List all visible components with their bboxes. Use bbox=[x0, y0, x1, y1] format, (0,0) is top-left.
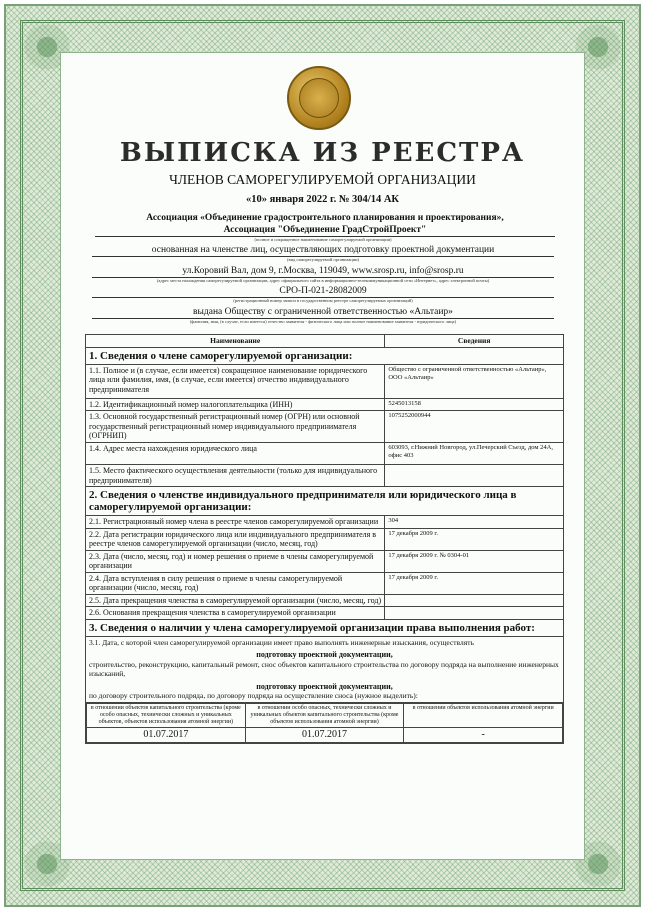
column-header-name: Наименование bbox=[86, 335, 385, 348]
caption: (регистрационный номер записи в государственном реестре саморегулируемых организаций) bbox=[233, 298, 413, 303]
row-label: 1.2. Идентификационный номер налогоплательщика (ИНН) bbox=[86, 398, 385, 411]
registry-number: СРО-П-021-28082009 bbox=[92, 285, 554, 298]
row-value: 17 декабря 2009 г. bbox=[385, 572, 564, 594]
caption: (адрес места нахождения саморегулируемой организации, адрес официального сайта в информационно-телекоммуникационной сети «Интернет», адрес электронной почты) bbox=[156, 278, 490, 283]
work-rights-cell bbox=[86, 702, 564, 743]
work-category-date: - bbox=[404, 727, 563, 742]
section-1-heading: 1. Сведения о члене саморегулируемой организации: bbox=[86, 347, 564, 364]
emblem-center bbox=[299, 78, 339, 118]
row-label: 1.5. Место фактического осуществления деятельности (только для индивидуального предпринимателя) bbox=[86, 465, 385, 487]
section-3-text: по договору строительного подряда, по договору подряда на осуществление сноса (нужное выделить): bbox=[89, 691, 418, 700]
table-row bbox=[86, 398, 564, 411]
row-value: 17 декабря 2009 г. bbox=[385, 528, 564, 550]
row-label: 2.2. Дата регистрации юридического лица или индивидуального предпринимателя в реестре членов саморегулируемой организации (число, месяц, год) bbox=[86, 528, 385, 550]
row-value: Общество с ограниченной ответственностью «Альтаир», ООО «Альтаир» bbox=[385, 364, 564, 398]
table-row bbox=[86, 411, 564, 443]
row-label: 1.3. Основной государственный регистрационный номер (ОГРН) или основной государственный регистрационный номер индивидуального предпринимателя (ОГРНИП) bbox=[86, 411, 385, 443]
row-value: 603093, г.Нижний Новгород, ул.Печерский Съезд, дом 24А, офис 403 bbox=[385, 443, 564, 465]
table-row bbox=[86, 443, 564, 465]
section-3-highlight: подготовку проектной документации, bbox=[256, 681, 393, 691]
issued-to: выдана Обществу с ограниченной ответственностью «Альтаир» bbox=[92, 306, 554, 319]
work-rights-table bbox=[86, 703, 563, 743]
work-category-heading: в отношении особо опасных, технически сложных и уникальных объектов капитального строительства (кроме объектов использования атомной энергии) bbox=[245, 703, 404, 727]
column-header-value: Сведения bbox=[385, 335, 564, 348]
gold-emblem bbox=[287, 66, 351, 130]
row-label: 1.1. Полное и (в случае, если имеется) сокращенное наименование юридического лица или фамилия, имя, (в случае, если имеется) отчество индивидуального предпринимателя bbox=[86, 364, 385, 398]
row-label: 1.4. Адрес места нахождения юридического лица bbox=[86, 443, 385, 465]
organization-name-full: Ассоциация «Объединение градостроительного планирования и проектирования», bbox=[146, 213, 504, 223]
row-label: 2.3. Дата (число, месяц, год) и номер решения о приеме в члены саморегулируемой организации bbox=[86, 550, 385, 572]
row-value bbox=[385, 594, 564, 607]
organization-address: ул.Коровий Вал, дом 9, г.Москва, 119049, www.srosp.ru, info@srosp.ru bbox=[92, 265, 554, 278]
row-value: 1075252000944 bbox=[385, 411, 564, 443]
table-row bbox=[86, 572, 564, 594]
caption: (вид саморегулируемой организации) bbox=[286, 257, 360, 262]
section-2-heading: 2. Сведения о членстве индивидуального предпринимателя или юридического лица в саморегулируемой организации: bbox=[86, 487, 564, 516]
organization-name bbox=[95, 212, 555, 237]
table-row bbox=[86, 364, 564, 398]
table-row bbox=[86, 528, 564, 550]
row-value bbox=[385, 607, 564, 620]
row-value: 17 декабря 2009 г. № 0304-01 bbox=[385, 550, 564, 572]
row-label: 2.5. Дата прекращения членства в саморегулируемой организации (число, месяц, год) bbox=[86, 594, 385, 607]
table-row bbox=[86, 607, 564, 620]
document-title: ВЫПИСКА ИЗ РЕЕСТРА bbox=[119, 138, 526, 168]
work-category-heading: в отношении объектов капитального строительства (кроме особо опасных, технически сложных и уникальных объектов, объектов использования атомной энергии) bbox=[87, 703, 246, 727]
row-value: 304 bbox=[385, 516, 564, 529]
work-category-date: 01.07.2017 bbox=[87, 727, 246, 742]
row-value bbox=[385, 465, 564, 487]
section-3-text: строительство, реконструкцию, капитальный ремонт, снос объектов капитального строительства по договору подряда на выполнение инженерных изысканий, bbox=[89, 659, 559, 678]
organization-type: основанная на членстве лиц, осуществляющих подготовку проектной документации bbox=[92, 244, 554, 257]
document-subtitle: ЧЛЕНОВ САМОРЕГУЛИРУЕМОЙ ОРГАНИЗАЦИИ bbox=[169, 172, 476, 187]
organization-name-short: Ассоциация "Объединение ГрадСтройПроект" bbox=[95, 224, 555, 237]
registry-table bbox=[85, 334, 564, 744]
row-label: 2.6. Основания прекращения членства в саморегулируемой организации bbox=[86, 607, 385, 620]
table-row bbox=[86, 516, 564, 529]
row-value: 5245013158 bbox=[385, 398, 564, 411]
section-3-heading: 3. Сведения о наличии у члена саморегулируемой организации права выполнения работ: bbox=[86, 619, 564, 636]
section-3-body bbox=[86, 636, 564, 702]
work-category-heading: в отношении объектов использования атомной энергии bbox=[404, 703, 563, 727]
section-3-text: 3.1. Дата, с которой член саморегулируемой организации имеет право выполнять инженерные изыскания, осуществлять bbox=[89, 637, 474, 647]
date-and-number: «10» января 2022 г. № 304/14 АК bbox=[245, 194, 400, 205]
caption: (фамилия, имя, (в случае, если имеется) отчество заявителя - физического лица или полное наименование заявителя - юридического лица) bbox=[189, 319, 457, 324]
caption: (полное и сокращенное наименование саморегулируемой организации) bbox=[254, 237, 392, 242]
table-row bbox=[86, 465, 564, 487]
row-label: 2.4. Дата вступления в силу решения о приеме в члены саморегулируемой организации (число, месяц, год) bbox=[86, 572, 385, 594]
section-3-highlight: подготовку проектной документации, bbox=[256, 650, 393, 659]
work-category-date: 01.07.2017 bbox=[245, 727, 404, 742]
table-row bbox=[86, 594, 564, 607]
row-label: 2.1. Регистрационный номер члена в реестре членов саморегулируемой организации bbox=[86, 516, 385, 529]
table-row bbox=[86, 550, 564, 572]
